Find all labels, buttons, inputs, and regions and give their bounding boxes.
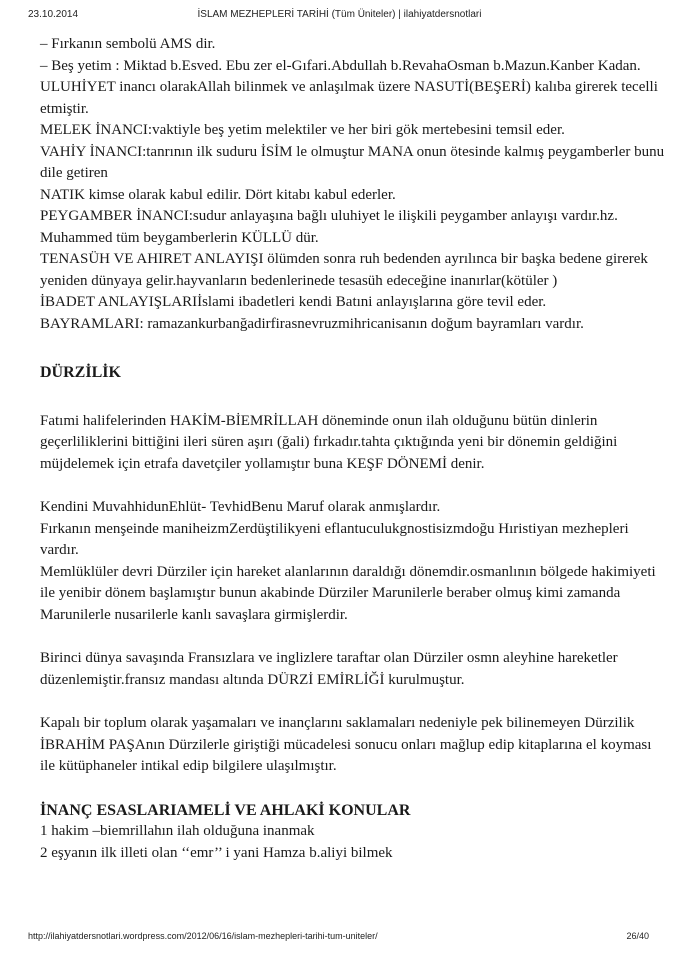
page-number: 26/40 — [626, 931, 649, 941]
paragraph: ULUHİYET inancı olarakAllah bilinmek ve anlaşılmak üzere NASUTİ(BEŞERİ) kalıba girerek tecelli etmiştir. — [40, 79, 658, 117]
list-item: 2 eşyanın ilk illeti olan ‘‘emr’’ i yani Hamza b.aliyi bilmek — [40, 844, 393, 861]
document-body — [40, 34, 670, 864]
section-heading-inanc-esaslari: İNANÇ ESASLARIAMELİ VE AHLAKİ KONULAR — [40, 801, 411, 819]
paragraph: Memlüklüler devri Dürziler için hareket alanlarının daraldığı dönemdir.osmanlının bölgede hakimiyeti ile yenibir dönem başlamıştır bunun akabinde Dürziler Marunilerle beraber olmuş kimi zamanda Marunilerle nusarilerle kanlı savaşlara girmişlerdir. — [40, 563, 656, 623]
list-item: 1 hakim –biemrillahın ilah olduğuna inanmak — [40, 823, 315, 839]
paragraph: NATIK kimse olarak kabul edilir. Dört kitabı kabul ederler. — [40, 186, 396, 203]
paragraph: Fırkanın menşeinde maniheizmZerdüştilikyeni eflantuculukgnostisizmdoğu Hıristiyan mezhepleri vardır. — [40, 520, 629, 558]
paragraph: BAYRAMLARI: ramazankurbanğadirfirasnevruzmihricanisanın doğum bayramları vardır. — [40, 315, 584, 332]
page-footer — [0, 931, 679, 945]
print-date: 23.10.2014 — [28, 9, 79, 20]
section-heading-durzilik: DÜRZİLİK — [40, 364, 121, 381]
page-title: İSLAM MEZHEPLERİ TARİHİ (Tüm Üniteler) | ilahiyatdersnotlari — [197, 9, 482, 20]
paragraph: VAHİY İNANCI:tanrının ilk suduru İSİM le olmuştur MANA onun ötesinde kalmış peygamberler bunu dile getiren — [40, 143, 665, 181]
paragraph: MELEK İNANCI:vaktiyle beş yetim melektiler ve her biri gök mertebesini temsil eder. — [40, 122, 565, 138]
paragraph: Birinci dünya savaşında Fransızlara ve inglizlere taraftar olan Dürziler osmn aleyhine hareketler düzenlemiştir.fransız mandası altında DÜRZİ EMİRLİĞİ kurulmuştur. — [40, 650, 618, 688]
paragraph: İBADET ANLAYIŞLARIİslami ibadetleri kendi Batıni anlayışlarına göre tevil eder. — [40, 294, 547, 310]
source-url-link[interactable]: http://ilahiyatdersnotlari.wordpress.com/2012/06/16/islam-mezhepleri-tarihi-tum-uniteler/ — [28, 931, 378, 941]
paragraph: Fatımi halifelerinden HAKİM-BİEMRİLLAH döneminde onun ilah olduğunu bütün dinlerin geçerliliklerini bittiğini ileri süren aşırı (ğali) fırkadır.tahta çıktığında yeni bir dönemin geldiğini müjdelemek için etrafa davetçiler yollamıştır buna KEŞF DÖNEMİ denir. — [40, 412, 618, 472]
paragraph: – Fırkanın sembolü AMS dir. — [40, 36, 216, 52]
page-header — [0, 0, 679, 22]
paragraph: Kapalı bir toplum olarak yaşamaları ve inançlarını saklamaları nedeniyle pek bilinemeyen Dürzilik İBRAHİM PAŞAnın Dürzilerle giriştiği mücadelesi sonucu onları mağlup edip kitaplarına el koyması ile kütüphaneler intikal edip bilgilere ulaşılmıştır. — [40, 715, 652, 774]
paragraph: – Beş yetim : Miktad b.Esved. Ebu zer el-Gıfari.Abdullah b.RevahaOsman b.Mazun.Kanber Kadan. — [40, 57, 641, 74]
paragraph: PEYGAMBER İNANCI:sudur anlayaşına bağlı uluhiyet le ilişkili peygamber anlayışı vardır.hz. Muhammed tüm beygamberlerin KÜLLÜ dür. — [40, 208, 618, 246]
paragraph: TENASÜH VE AHIRET ANLAYIŞI ölümden sonra ruh bedenden ayrılınca bir başka bedene girerek yeniden dünyaya gelir.hayvanların bedenlerinede tesasüh edeceğine inanırlar(kötüler ) — [40, 251, 648, 289]
paragraph: Kendini MuvahhidunEhlüt- TevhidBenu Maruf olarak anmışlardır. — [40, 499, 441, 515]
